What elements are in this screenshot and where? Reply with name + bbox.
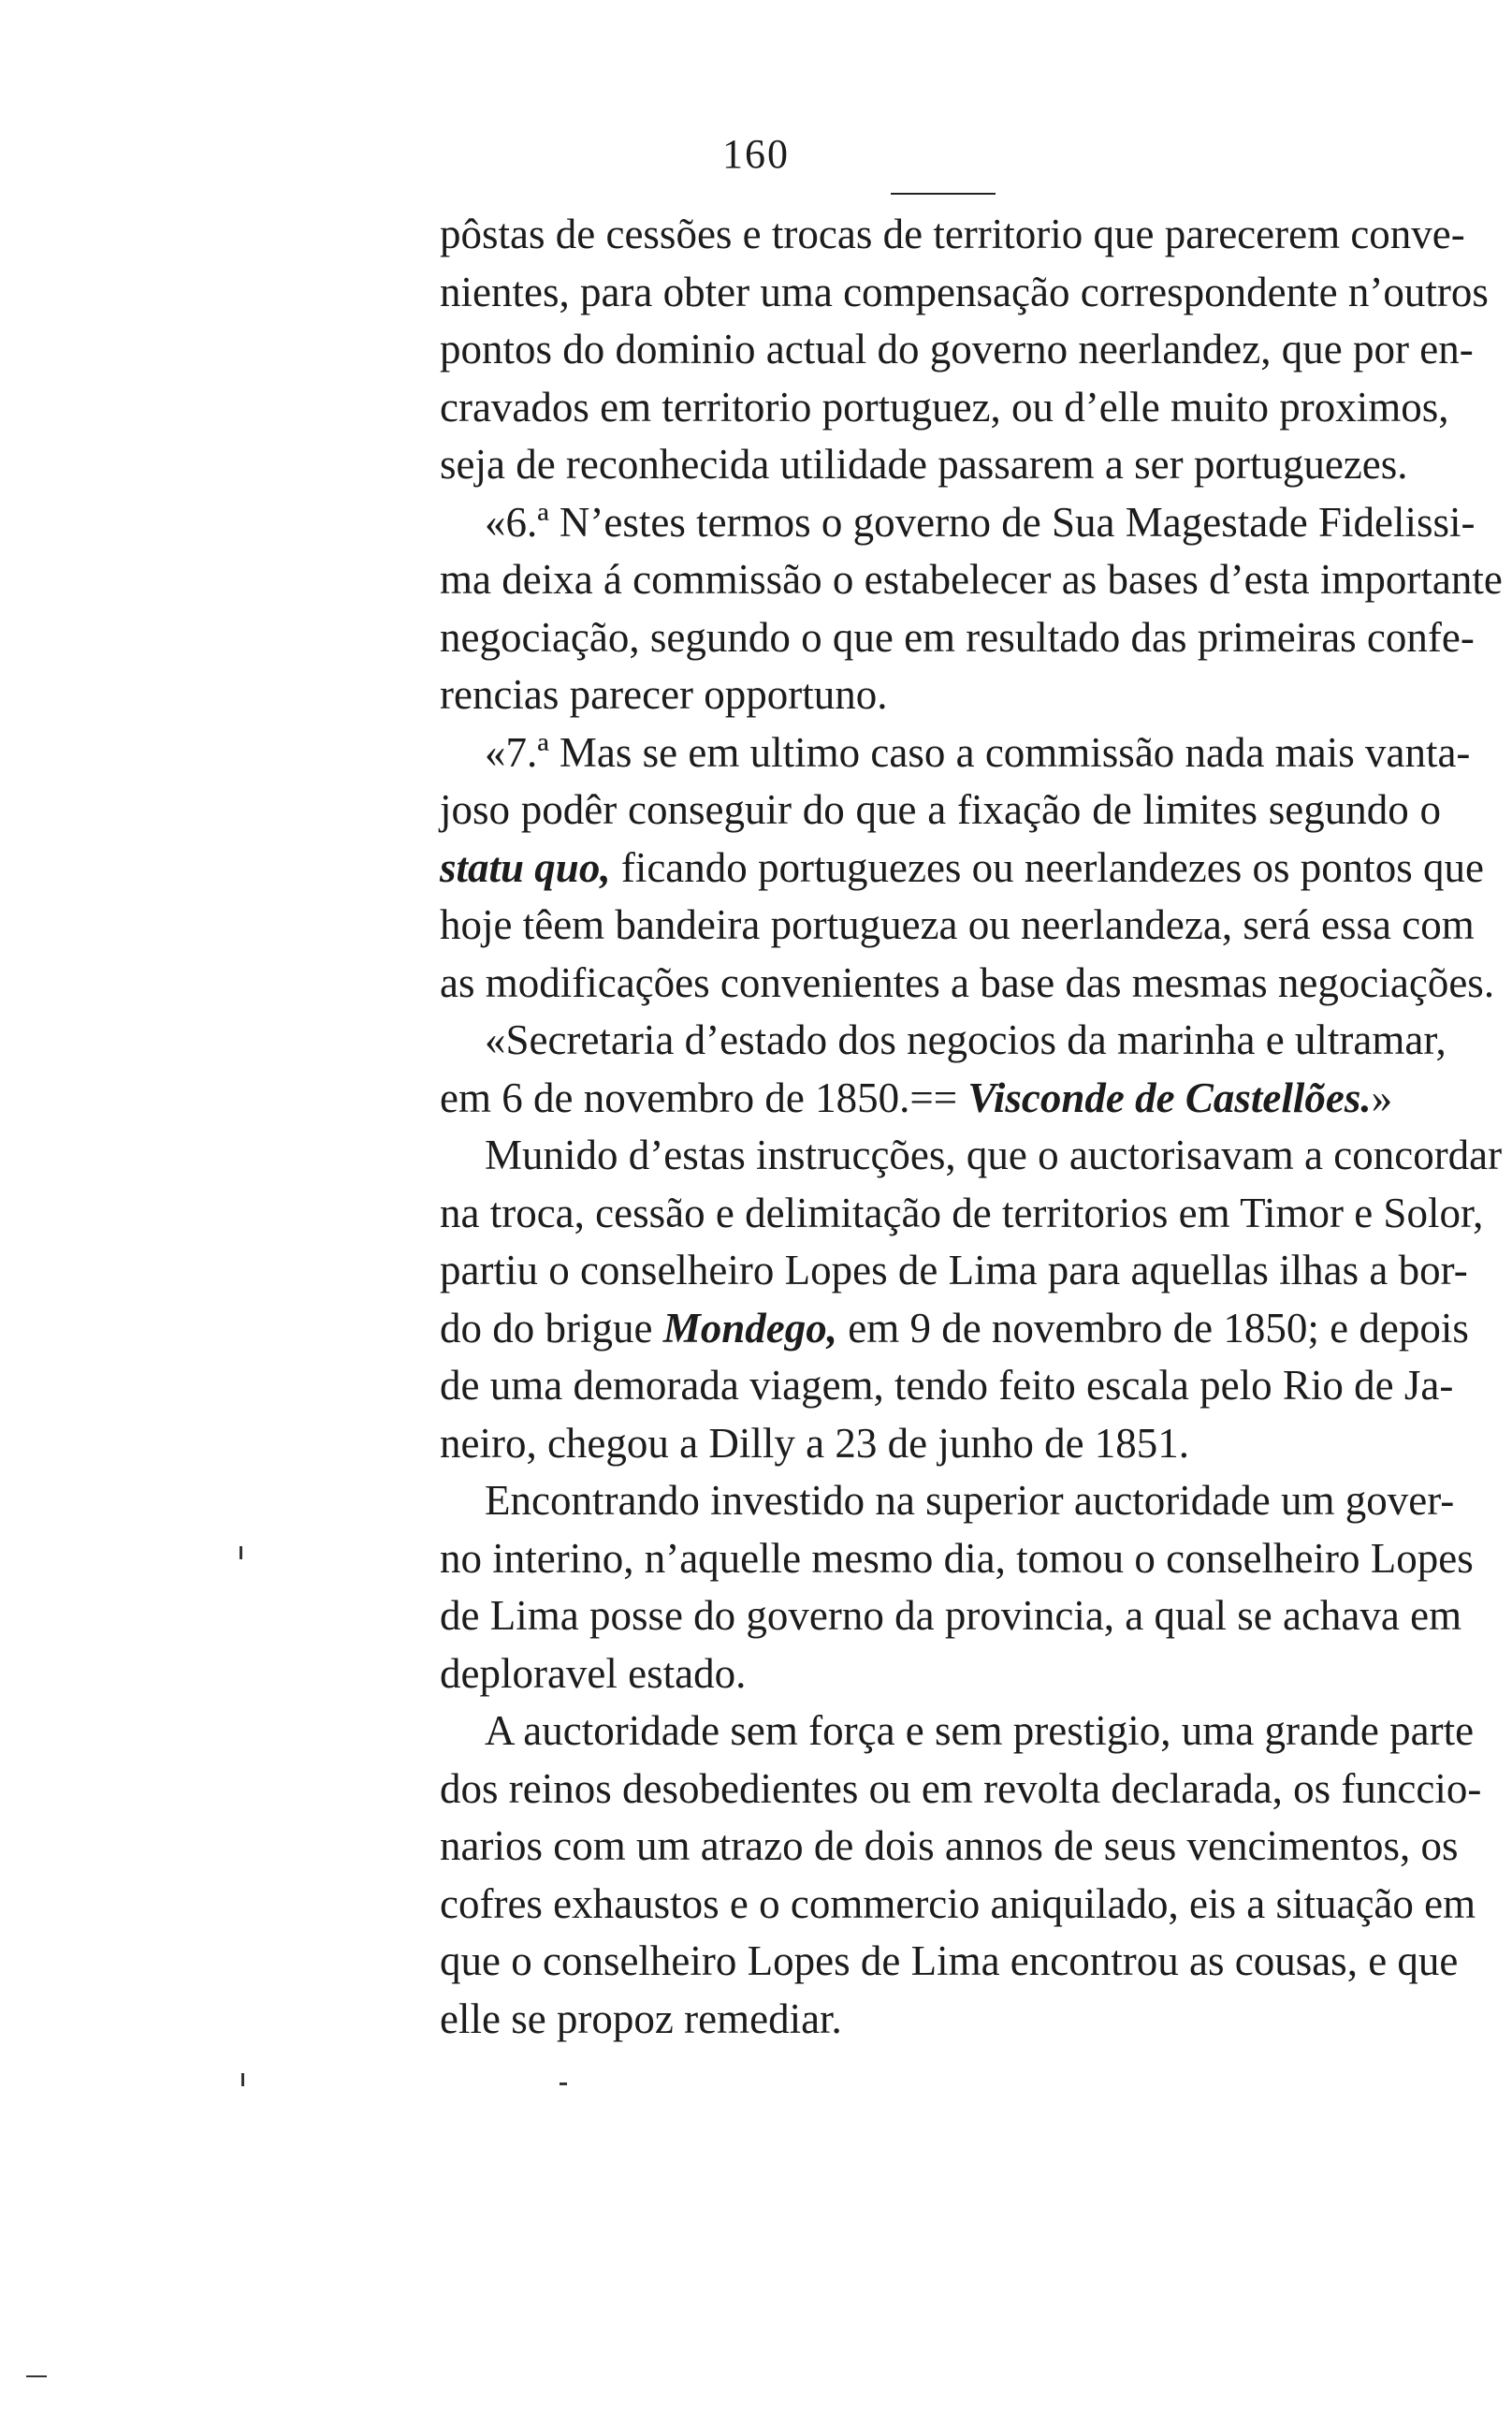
text-segment: as modificações convenientes a base das mesmas negociações. <box>440 958 1495 1006</box>
text-line <box>440 1300 1469 1358</box>
text-line <box>440 724 1471 782</box>
text-segment: hoje têem bandeira portugueza ou neerlandeza, será essa com <box>440 901 1475 948</box>
text-segment: narios com um atrazo de dois annos de seus vencimentos, os <box>440 1822 1459 1869</box>
text-line <box>440 494 1476 552</box>
text-segment: elle se propoz remediar. <box>440 1995 842 2042</box>
text-segment: na troca, cessão e delimitação de territorios em Timor e Solor, <box>440 1189 1484 1236</box>
print-speck <box>560 2082 567 2085</box>
text-segment: A auctoridade sem força e sem prestigio, uma grande parte <box>485 1707 1475 1754</box>
text-segment: em 6 de novembro de 1850.== <box>440 1074 968 1121</box>
print-speck <box>241 2073 244 2086</box>
text-line <box>440 897 1475 955</box>
text-segment: pontos do dominio actual do governo neerlandez, que por en- <box>440 326 1474 373</box>
text-segment: «Secretaria d’estado dos negocios da marinha e ultramar, <box>485 1016 1447 1063</box>
text-segment: pôstas de cessões e trocas de territorio que parecerem conve- <box>440 211 1465 257</box>
text-line <box>440 840 1485 898</box>
text-line <box>440 1357 1454 1415</box>
text-segment: cofres exhaustos e o commercio aniquilado, eis a situação em <box>440 1879 1476 1927</box>
text-segment: que o conselheiro Lopes de Lima encontrou as cousas, e que <box>440 1937 1459 1984</box>
text-segment: de uma demorada viagem, tendo feito escala pelo Rio de Ja- <box>440 1362 1454 1409</box>
text-line <box>440 1242 1468 1300</box>
text-segment: no interino, n’aquelle mesmo dia, tomou o conselheiro Lopes <box>440 1534 1474 1582</box>
text-segment: rencias parecer opportuno. <box>440 671 888 718</box>
italic-text: statu quo, <box>440 843 611 891</box>
text-line <box>440 1415 1441 1473</box>
text-segment: neiro, chegou a Dilly a 23 de junho de 1851. <box>440 1419 1190 1467</box>
text-line <box>440 1876 1476 1934</box>
print-speck <box>240 1546 242 1559</box>
print-speck <box>26 2375 47 2377</box>
text-segment: «7.ª Mas se em ultimo caso a commissão nada mais vanta- <box>485 728 1471 776</box>
text-segment: «6.ª N’estes termos o governo de Sua Magestade Fidelissi- <box>485 498 1476 546</box>
text-segment: cravados em territorio portuguez, ou d’elle muito proximos, <box>440 383 1449 431</box>
text-segment: nientes, para obter uma compensação correspondente n’outros <box>440 268 1489 315</box>
text-line <box>440 1472 1455 1530</box>
text-segment: ma deixa á commissão o estabelecer as bases d’esta importante <box>440 556 1503 603</box>
text-line <box>440 436 1441 494</box>
text-line <box>440 379 1449 437</box>
text-segment: deploravel estado. <box>440 1649 747 1697</box>
text-line <box>440 1530 1474 1588</box>
text-line <box>440 1070 1441 1128</box>
text-line <box>440 1991 1441 2049</box>
text-segment: Encontrando investido na superior auctoridade um gover- <box>485 1477 1455 1524</box>
text-line <box>440 782 1441 840</box>
text-line <box>440 551 1503 609</box>
italic-text: Visconde de Castellões. <box>967 1074 1372 1121</box>
page-number: 160 <box>722 131 790 177</box>
text-segment: em 9 de novembro de 1850; e depois <box>836 1304 1469 1352</box>
text-segment: ficando portuguezes ou neerlandezes os pontos que <box>610 843 1485 891</box>
text-line <box>440 666 1441 724</box>
text-segment: negociação, segundo o que em resultado das primeiras confe- <box>440 613 1475 661</box>
text-line <box>440 1185 1484 1243</box>
text-segment: joso podêr conseguir do que a fixação de limites segundo o <box>440 786 1441 833</box>
text-line <box>440 1127 1503 1185</box>
text-line <box>440 1818 1459 1876</box>
text-segment: seja de reconhecida utilidade passarem a ser portuguezes. <box>440 441 1408 488</box>
italic-text: Mondego, <box>662 1304 837 1352</box>
text-line <box>440 1587 1462 1645</box>
text-segment: » <box>1371 1074 1393 1121</box>
text-line <box>440 264 1489 322</box>
text-line <box>440 1645 1441 1703</box>
text-line <box>440 1761 1482 1819</box>
text-line <box>440 206 1465 264</box>
text-line <box>440 1933 1459 1991</box>
text-segment: do do brigue <box>440 1304 663 1352</box>
text-line <box>440 321 1474 379</box>
body-text <box>440 206 1503 2048</box>
text-line <box>440 955 1495 1013</box>
text-line <box>440 1012 1447 1070</box>
text-segment: de Lima posse do governo da provincia, a qual se achava em <box>440 1592 1462 1639</box>
text-segment: Munido d’estas instrucções, que o auctorisavam a concordar <box>485 1132 1503 1178</box>
text-line <box>440 1702 1475 1761</box>
text-segment: dos reinos desobedientes ou em revolta declarada, os funccio- <box>440 1764 1482 1812</box>
text-segment: partiu o conselheiro Lopes de Lima para aquellas ilhas a bor- <box>440 1247 1468 1293</box>
page-number-rule <box>891 193 996 195</box>
text-line <box>440 609 1475 667</box>
